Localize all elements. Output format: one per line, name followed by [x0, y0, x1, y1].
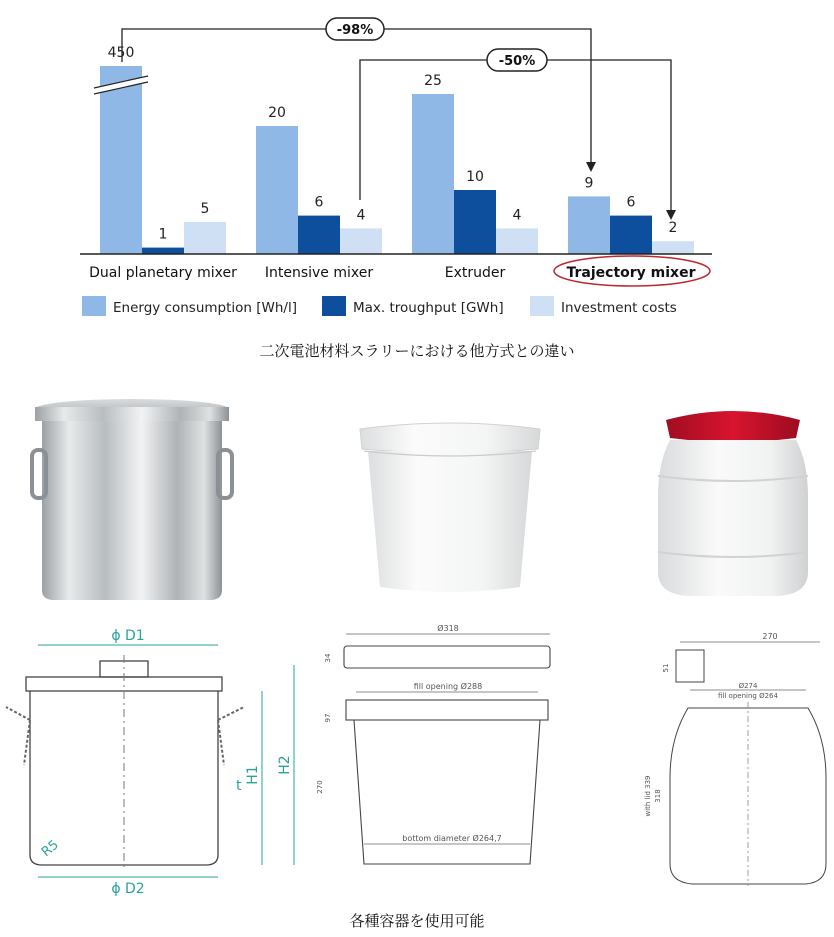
bar-energy-3	[568, 196, 610, 254]
bar-investment-1	[340, 228, 382, 254]
drum-label-274: Ø274	[738, 682, 758, 690]
steel-pail-lid-rim	[35, 407, 229, 421]
bucket-label-270: 270	[316, 780, 324, 794]
white-bucket-lid	[360, 423, 540, 453]
bar-throughput-3	[610, 216, 652, 254]
pail-handle-right	[218, 707, 244, 765]
bar-chart	[0, 0, 834, 330]
bar-energy-0	[100, 66, 142, 254]
legend-swatch-throughput	[322, 296, 346, 316]
bar-investment-2	[496, 228, 538, 254]
legend-label-energy: Energy consumption [Wh/l]	[113, 300, 297, 316]
drum-label-lid: with lid 339	[644, 775, 652, 817]
steel-pail-photo	[20, 395, 245, 610]
bucket-label-34: 34	[324, 653, 332, 663]
arrow-50-head	[666, 210, 676, 220]
drum-drawing	[630, 628, 830, 893]
drum-label-318: 318	[654, 789, 662, 803]
legend-swatch-investment	[530, 296, 554, 316]
white-bucket-photo	[350, 415, 550, 600]
legend-swatch-energy	[82, 296, 106, 316]
legend-label-throughput: Max. troughput [GWh]	[353, 300, 504, 316]
drum-red-lid	[666, 411, 800, 442]
bar-throughput-1	[298, 216, 340, 254]
bucket-drawing	[310, 622, 560, 892]
drum-lid-detail	[676, 650, 704, 682]
drum-label-270: 270	[762, 632, 778, 641]
drum-photo	[648, 402, 818, 607]
bucket-label-fill: fill opening Ø288	[413, 682, 483, 691]
bucket-rim-outline	[346, 700, 548, 720]
bar-energy-2	[412, 94, 454, 254]
category-label-2: Extruder	[444, 265, 506, 281]
category-label-0: Dual planetary mixer	[89, 265, 237, 281]
value-label-throughput-3: 6	[626, 194, 636, 211]
category-label-1: Intensive mixer	[264, 265, 374, 281]
pail-label-r5: R5	[38, 837, 62, 861]
bucket-lid-outline	[344, 646, 550, 668]
bar-investment-0	[184, 222, 226, 254]
value-label-energy-1: 20	[268, 105, 286, 121]
drum-label-51: 51	[662, 663, 670, 673]
bar-throughput-0	[142, 248, 184, 254]
pail-label-h2: H2	[277, 755, 293, 775]
bar-energy-1	[256, 126, 298, 254]
pail-label-d1: ϕ D1	[111, 628, 145, 644]
category-labels-group	[89, 265, 695, 281]
value-label-energy-2: 25	[424, 73, 442, 89]
bar-investment-3	[652, 241, 694, 254]
arrow-50-line	[360, 60, 671, 210]
value-label-throughput-1: 6	[314, 194, 324, 211]
pail-label-d2: ϕ D2	[111, 881, 145, 897]
value-label-energy-0: 450	[107, 45, 135, 61]
bucket-label-bottom: bottom diameter Ø264,7	[402, 834, 502, 843]
annotation-50-label: -50%	[498, 54, 536, 69]
pail-handle-left	[6, 707, 30, 765]
value-label-investment-2: 4	[512, 207, 522, 224]
pail-label-t: t	[236, 778, 242, 794]
chart-caption: 二次電池材料スラリーにおける他方式との違い	[259, 342, 575, 360]
category-label-3: Trajectory mixer	[566, 265, 696, 281]
bar-throughput-2	[454, 190, 496, 254]
drum-body	[658, 440, 808, 596]
drum-label-fill: fill opening Ø264	[718, 692, 778, 700]
bucket-label-318: Ø318	[437, 624, 459, 633]
bucket-label-97: 97	[324, 713, 332, 723]
value-label-energy-3: 9	[584, 175, 594, 192]
pail-drawing	[0, 625, 310, 900]
steel-pail-body	[42, 421, 222, 600]
bars-group	[94, 66, 694, 254]
value-label-investment-3: 2	[668, 220, 678, 237]
value-label-investment-1: 4	[356, 207, 366, 224]
value-label-throughput-0: 1	[158, 226, 168, 243]
containers-caption: 各種容器を使用可能	[349, 912, 485, 930]
pail-label-h1: H1	[245, 765, 261, 785]
legend-label-investment: Investment costs	[561, 300, 677, 316]
legend	[82, 296, 677, 316]
arrow-98-head	[586, 162, 596, 172]
white-bucket-body	[368, 451, 532, 592]
annotation-98-label: -98%	[336, 23, 374, 38]
value-label-throughput-2: 10	[466, 169, 484, 185]
value-label-investment-0: 5	[200, 201, 210, 217]
